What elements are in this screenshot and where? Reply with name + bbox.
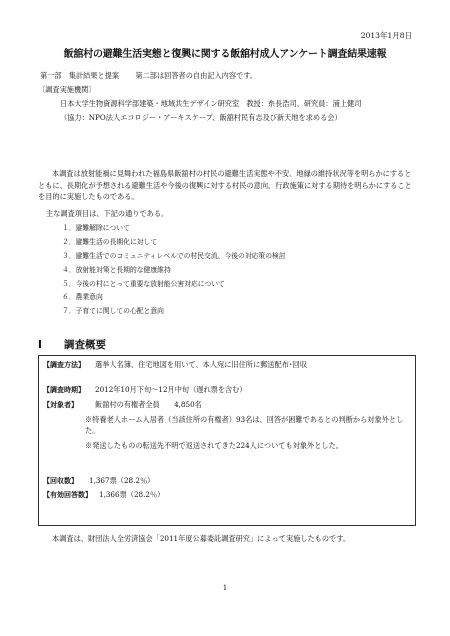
list-item: ２．避難生活の長期化に対して [62, 237, 158, 246]
list-item: ４．放射能対策と長期的な健康維持 [62, 265, 171, 274]
target-label: 【対象者】 [43, 401, 78, 409]
section-heading [38, 337, 106, 352]
organization-lab: 日本大学生物資源科学部建築・地域共生デザイン研究室 教授：糸長浩司、研究員：浦上健司 [60, 99, 362, 108]
collected-label: 【回収数】 [43, 477, 78, 485]
items-lead: 主な調査項目は、下記の通りである。 [46, 209, 169, 218]
intro-paragraph: 本調査は放射能禍に見舞われた福島県飯舘村の村民の避難生活実態や不安、地縁の維持状況等を明らかにするとともに、長期化が予想される避難生活や今後の復興に対する村民の意向、行政施策に対する期待を明らかにすることを目的に実施したものである。 [38, 169, 412, 201]
collected-row [43, 476, 154, 486]
survey-summary-box [38, 355, 416, 526]
exclusion-note-2: ※発送したものの転送先不明で返送されてきた224人についても対象外とした。 [85, 441, 343, 450]
list-item: １．避難解除について [62, 224, 130, 232]
method-value: 選挙人名簿、住宅地図を用いて、本人宛に旧住所に郵送配布･回収 [95, 360, 307, 369]
funding-note: 本調査は、財団法人全労済協会「2011年度公募委託調査研究」によって実施したものです。 [52, 534, 351, 543]
document-date: 2013年1月8日 [360, 31, 412, 40]
section-number: Ⅰ [38, 339, 42, 351]
valid-value: 1,366票（28.2％） [99, 490, 165, 499]
list-item: ３．避難生活でのコミュニティレベルでの村民交流、今後の対応策の検討 [62, 251, 286, 260]
part-two-label: 第二部は回答者の自由記入内容です。 [135, 71, 257, 80]
target-row [43, 400, 202, 410]
target-value: 飯舘村の有権者全員 4,850名 [95, 400, 202, 409]
list-item: ７．子育てに関しての心配と意向 [62, 307, 164, 316]
section-title: 調査概要 [64, 339, 106, 351]
method-label: 【調査方法】 [43, 361, 85, 369]
survey-items-list [62, 222, 286, 319]
exclusion-note-1: ※特養老人ホーム入居者（当該住所の有権者）93名は、回答が困難であるとの判断から対象外とした。 [85, 415, 404, 435]
collected-value: 1,367票（28.2％） [89, 476, 155, 485]
list-item: ６．農業意向 [62, 293, 103, 302]
part-one-label: 第一部 集計結果と提案 [40, 71, 120, 80]
parts-line [40, 71, 271, 81]
valid-label: 【有効回答数】 [43, 491, 92, 499]
period-label: 【調査時期】 [43, 386, 85, 394]
period-row [43, 385, 247, 395]
document-title: 飯舘村の避難生活実態と復興に関する飯舘村成人アンケート調査結果速報 [63, 49, 387, 60]
page-number: 1 [222, 584, 228, 592]
method-row [43, 360, 307, 370]
valid-row [43, 490, 164, 500]
organization-heading: 〔調査実施機関〕 [38, 85, 96, 94]
list-item: ５．今後の村にとって重要な放射能公害対応について [62, 279, 225, 288]
organization-cooperation: （協力：NPO法人エコロジー・アーキスケープ、飯舘村民有志及び新天地を求める会） [60, 113, 342, 122]
period-value: 2012年10月下旬〜12月中旬（遅れ票を含む） [95, 385, 247, 394]
